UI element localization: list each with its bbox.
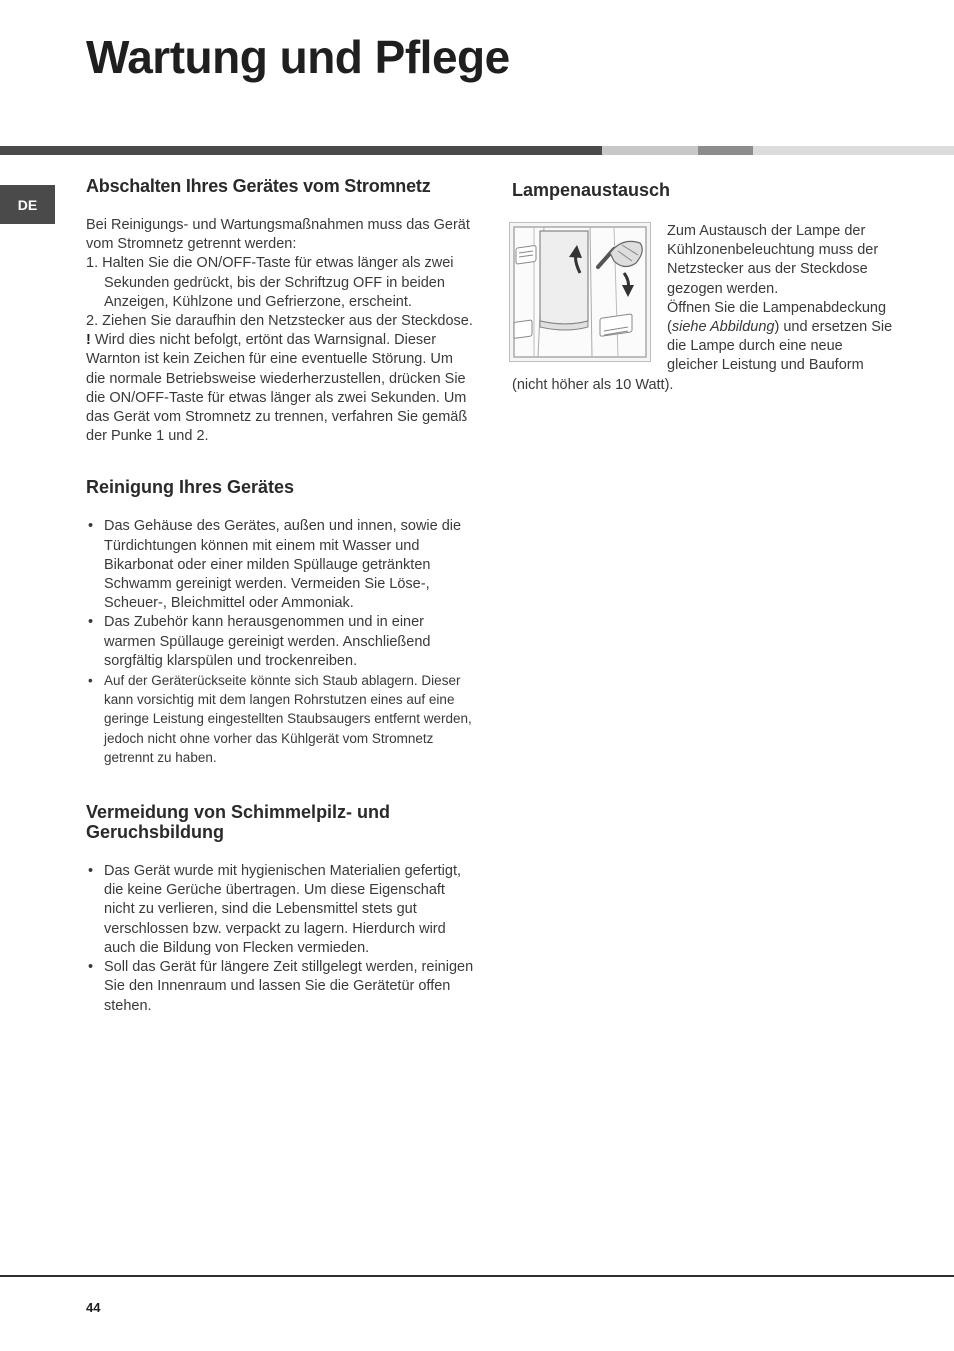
abschalten-warning bbox=[86, 331, 476, 446]
footer-rule bbox=[0, 1275, 954, 1277]
lamp-figure-icon bbox=[509, 222, 651, 362]
list-item: • Soll das Gerät für längere Zeit stillgelegt werden, reinigen Sie den Innenraum und lassen Sie die Gerätetür offen stehen. bbox=[86, 958, 476, 1016]
list-item: • Das Zubehör kann herausgenommen und in einer warmen Spüllauge gereinigt werden. Anschließend sorgfältig klarspülen und trockenreiben. bbox=[86, 613, 476, 671]
list-item: • Das Gerät wurde mit hygienischen Materialien gefertigt, die keine Gerüche übertragen. Um diese Eigenschaft nicht zu verlieren, sind die Lebensmittel stets gut verschlossen bzw. verpackt zu lagern. Hierdurch wird auch die Bildung von Flecken vermieden. bbox=[86, 862, 476, 958]
lampe-text-2-italic: siehe Abbildung bbox=[671, 319, 775, 336]
reinigung-list bbox=[86, 517, 476, 767]
schimmel-list bbox=[86, 862, 476, 1016]
list-item: • Das Gehäuse des Gerätes, außen und innen, sowie die Türdichtungen können mit einem mit Wasser und Bikarbonat oder einer milden Spüllauge getränkten Schwamm gereinigt werden. Vermeiden Sie Löse-, Scheuer-, Bleichmittel oder Ammoniak. bbox=[86, 517, 476, 613]
heading-abschalten: Abschalten Ihres Gerätes vom Stromnetz bbox=[86, 176, 431, 196]
right-column bbox=[512, 180, 897, 395]
heading-schimmel: Vermeidung von Schimmelpilz- und Geruchsbildung bbox=[86, 802, 391, 843]
header-bar-light bbox=[602, 146, 698, 155]
warning-mark: ! bbox=[86, 332, 91, 349]
abschalten-step-2: 2. Ziehen Sie daraufhin den Netzstecker aus der Steckdose. bbox=[86, 313, 473, 330]
list-item: • Auf der Geräterückseite könnte sich Staub ablagern. Dieser kann vorsichtig mit dem langen Rohrstutzen eines auf eine geringe Leistung eingestellten Staubsaugers entfernt werden, jedoch nicht ohne vorher das Kühlgerät vom Stromnetz getrennt zu haben. bbox=[86, 671, 476, 767]
language-tab: DE bbox=[0, 185, 55, 224]
heading-reinigung: Reinigung Ihres Gerätes bbox=[86, 477, 295, 498]
header-bar-pale bbox=[753, 146, 954, 155]
page-number: 44 bbox=[86, 1300, 101, 1315]
warning-text: Wird dies nicht befolgt, ertönt das Warnsignal. Dieser Warnton ist kein Zeichen für eine eventuelle Störung. Um die normale Betriebsweise wiederherzustellen, drücken Sie die ON/OFF-Taste für etwas länger als zwei Sekunden. Um das Gerät vom Stromnetz zu trennen, verfahren Sie gemäß der Punke 1 und 2. bbox=[86, 332, 468, 445]
lampe-text-1: Zum Austausch der Lampe der Kühlzonenbeleuchtung muss der Netzstecker aus der Steckdose gezogen werden. bbox=[667, 223, 879, 297]
lampe-text-2-start: Öffnen Sie die Lampenabdeckung ( bbox=[667, 299, 887, 336]
section-abschalten bbox=[86, 176, 476, 446]
abschalten-intro: Bei Reinigungs- und Wartungsmaßnahmen muss das Gerät vom Stromnetz getrennt werden: bbox=[86, 217, 470, 253]
left-column bbox=[86, 176, 476, 1016]
section-reinigung bbox=[86, 477, 476, 767]
heading-lampe: Lampenaustausch bbox=[512, 180, 671, 200]
section-schimmel bbox=[86, 802, 476, 1016]
abschalten-step-1: 1. Halten Sie die ON/OFF-Taste für etwas länger als zwei Sekunden gedrückt, bis der Schriftzug OFF in beiden Anzeigen, Kühlzone und Gefrierzone, erscheint. bbox=[86, 255, 454, 310]
page-title: Wartung und Pflege bbox=[86, 31, 510, 83]
header-bar-dark bbox=[0, 146, 602, 155]
header-bar-mid bbox=[698, 146, 753, 155]
lampe-text-2-end: ) und ersetzen Sie die Lampe durch eine neue gleicher Leistung und Bauform (nicht höher als 10 Watt). bbox=[512, 319, 893, 393]
